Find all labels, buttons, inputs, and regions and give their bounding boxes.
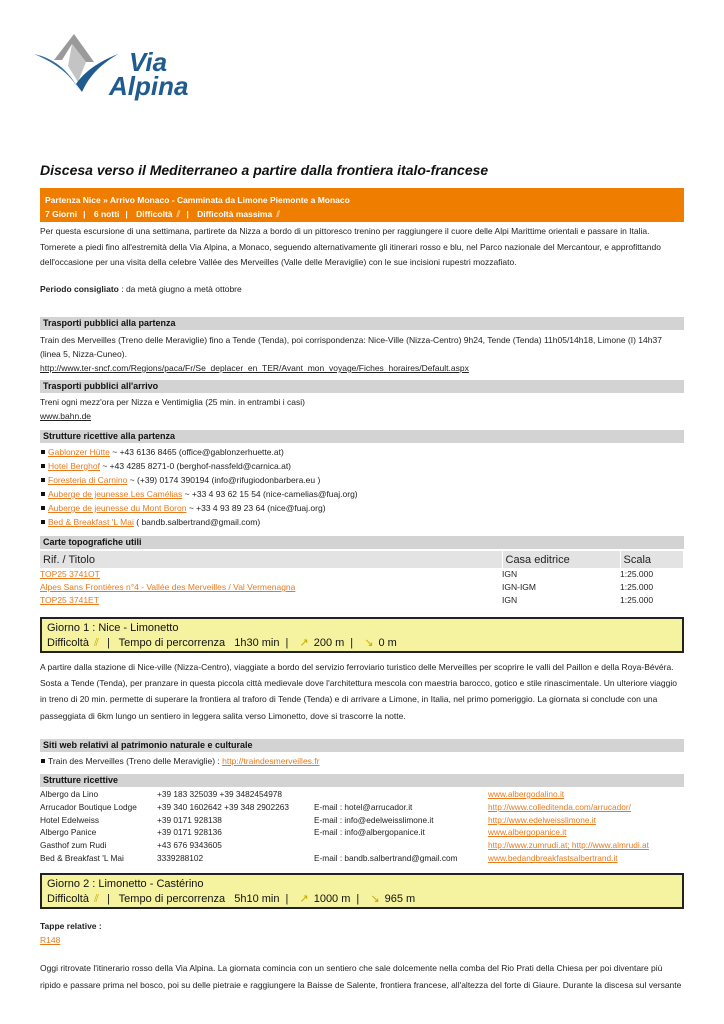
- day1-title: Giorno 1 : Nice - Limonetto: [47, 622, 179, 634]
- lodging-phone: 3339288102: [157, 852, 204, 863]
- list-item: [40, 445, 684, 459]
- page-title: Discesa verso il Mediterraneo a partire dalla frontiera italo-francese: [40, 162, 489, 178]
- table-row: [40, 826, 684, 839]
- site-text: Train des Merveilles (Treno delle Meraviglie) :: [48, 756, 223, 766]
- lodging-name: Albergo da Lino: [40, 789, 99, 799]
- lodging-info: ( bandb.salbertrand@gmail.com): [133, 517, 261, 527]
- lodging-email: E-mail : info@albergopanice.it: [314, 827, 425, 838]
- day1-lodging-section: [40, 774, 684, 865]
- lodging-info: ~ +33 4 93 89 23 64 (nice@fuaj.org): [186, 503, 326, 513]
- lodging-start-list: [40, 445, 684, 529]
- list-item: [40, 515, 684, 529]
- map-scale: 1:25.000: [620, 582, 654, 592]
- day1-time: 1h30 min: [234, 637, 280, 649]
- table-row: [40, 814, 684, 827]
- logo-wordmark: [109, 47, 189, 101]
- lodging-email: [314, 788, 488, 801]
- lodging-email: E-mail : info@edelweisslimone.it: [314, 814, 434, 825]
- transport-start-section: [40, 317, 684, 375]
- table-row: [40, 852, 684, 865]
- lodging-link[interactable]: Gablonzer Hütte: [48, 447, 110, 457]
- lodging-web-link[interactable]: www.albergopanice.it: [488, 827, 567, 838]
- via-alpina-logo: [32, 32, 189, 114]
- column-header: Scala: [620, 551, 684, 568]
- maps-heading: Carte topografiche utili: [40, 536, 684, 549]
- day2-descent: 965 m: [384, 893, 416, 905]
- transport-start-text: Train des Merveilles (Treno delle Meraviglie) fino a Tende (Tenda), poi corrispondenza: Nice-Ville (Nizza-Centro) 9h24, Tende (Tenda) 11h05/14h18, Limone (I) 14h37 (linea 5, Nizza-Cuneo).: [40, 335, 662, 359]
- lodging-name: Hotel Edelweiss: [40, 814, 100, 825]
- transport-end-section: [40, 380, 684, 423]
- sites-list: [40, 754, 684, 768]
- day2-time: 5h10 min: [234, 893, 280, 905]
- day2-title: Giorno 2 : Limonetto - Castérino: [47, 878, 204, 890]
- lodging-email: E-mail : bandb.salbertrand@gmail.com: [314, 852, 458, 863]
- lodging-link[interactable]: Auberge de jeunesse du Mont Boron: [48, 503, 187, 513]
- day2-ascent: 1000 m: [313, 893, 351, 905]
- day2-time-label: Tempo di percorrenza: [118, 893, 226, 905]
- ascent-icon: ↗: [299, 893, 309, 905]
- list-item: [40, 473, 684, 487]
- lodging-phone: +43 676 9343605: [157, 840, 222, 851]
- maps-section: [40, 536, 684, 607]
- day1-box: [40, 617, 684, 653]
- day2-stages: [40, 919, 684, 947]
- day1-lodging-heading: Strutture ricettive: [40, 774, 684, 787]
- day2-stats: Difficoltà ⫽ | Tempo di percorrenza 5h10 min | ↗ 1000 m | ↘ 965 m: [47, 893, 416, 905]
- lodging-web-link[interactable]: http://www.edelweisslimone.it: [488, 814, 596, 825]
- days-count: 7 Giorni: [45, 209, 78, 219]
- table-header-row: [40, 551, 684, 568]
- lodging-name: Arrucador Boutique Lodge: [40, 801, 137, 812]
- day1-time-label: Tempo di percorrenza: [118, 637, 226, 649]
- max-difficulty-icon: ⫽: [276, 209, 281, 219]
- lodging-phone: +39 0171 928136: [157, 827, 222, 838]
- map-ref-link[interactable]: TOP25 3741ET: [40, 595, 99, 605]
- day2-description: Oggi ritrovate l'itinerario rosso della Via Alpina. La giornata comincia con un sentiero che sale dolcemente nella comba del Rio Prati della Chiesa per poi diventare più ripido e passare prima nel bosco, poi su delle pietraie e raggiungere la Baisse de Salente, frontiera francese, all'altezza del forte di Giaure. Durante la discesa sul versante: [40, 963, 682, 990]
- site-link[interactable]: http://traindesmerveilles.fr: [222, 756, 320, 766]
- route-line: Partenza Nice » Arrivo Monaco - Camminata da Limone Piemonte a Monaco: [45, 195, 350, 205]
- day1-stats: Difficoltà ⫽ | Tempo di percorrenza 1h30 min | ↗ 200 m | ↘ 0 m: [47, 637, 397, 649]
- table-row: [40, 801, 684, 814]
- day2-difficulty-label: Difficoltà: [47, 893, 89, 905]
- map-publisher: IGN: [502, 595, 518, 605]
- recommended-period: [40, 282, 684, 298]
- lodging-name: Bed & Breakfast 'L Mai: [40, 852, 124, 863]
- max-difficulty-label: Difficoltà massima: [197, 209, 273, 219]
- day1-sites-section: [40, 739, 684, 768]
- column-header: Casa editrice: [502, 551, 620, 568]
- day1-difficulty-label: Difficoltà: [47, 637, 89, 649]
- day1-description: A partire dalla stazione di Nice-ville (Nizza-Centro), viaggiate a bordo del servizio ferroviario turistico delle Merveilles per scoprire le valli del Paillon e della Roya-Bévéra. Sosta a Tende (Tenda), per pranzare in questa piccola città medievale dove l'architettura mescola con maestria barocco, gotico e stile rinascimentale. Un ulteriore viaggio in treno di 20 min. permette di superare la frontiera al traforo di Tende (Tenda) e di arrivare a Limone, in Italia, nel primo pomeriggio. La giornata si conclude con una passeggiata di 6km lungo un sentiero in leggera salita verso Limonetto, dove si trascorre la notte.: [40, 662, 677, 721]
- lodging-web-link[interactable]: http://www.zumrudi.at; http://www.almrudi.at: [488, 840, 649, 851]
- sites-heading: Siti web relativi al patrimonio naturale e culturale: [40, 739, 684, 752]
- stages-label: Tappe relative :: [40, 921, 102, 931]
- day1-lodging-table: [40, 788, 684, 865]
- map-publisher: IGN: [502, 569, 518, 579]
- lodging-info: ~ +33 4 93 62 15 54 (nice-camelias@fuaj.org): [182, 489, 358, 499]
- period-label: Periodo consigliato: [40, 284, 119, 294]
- difficulty-icon: ⫽: [176, 209, 181, 219]
- lodging-name: Gasthof zum Rudi: [40, 840, 107, 851]
- list-item: [40, 501, 684, 515]
- lodging-info: ~ (+39) 0174 390194 (info@rifugiodonbarbera.eu ): [127, 475, 321, 485]
- lodging-start-section: [40, 430, 684, 529]
- table-row: [40, 568, 684, 581]
- stage-link[interactable]: R148: [40, 935, 61, 945]
- lodging-link[interactable]: Hotel Berghof: [48, 461, 100, 471]
- lodging-email: E-mail : hotel@arrucador.it: [314, 801, 413, 812]
- lodging-link[interactable]: Bed & Breakfast 'L Mai: [48, 517, 134, 527]
- list-item: [40, 459, 684, 473]
- lodging-link[interactable]: Auberge de jeunesse Les Camélias: [48, 489, 183, 499]
- intro-paragraph: Per questa escursione di una settimana, partirete da Nizza a bordo di un pittoresco trenino per raggiungere il cuore delle Alpi Marittime orientali e passare in Italia. Tornerete a piedi fino all'estremità della Via Alpina, a Monaco, seguendo alternativamente gli itinerari rosso e blu, nel Parco nazionale del Mercantour, e approfittando dell'occasione per una visita della celebre Vallée des Merveilles (Valle delle Meraviglie) con le sue incisioni rupestri mozzafiato.: [40, 226, 661, 267]
- table-row: [40, 594, 684, 607]
- lodging-start-heading: Strutture ricettive alla partenza: [40, 430, 684, 443]
- transport-end-text: Treni ogni mezz'ora per Nizza e Ventimiglia (25 min. in entrambi i casi): [40, 397, 305, 407]
- lodging-phone: +39 183 325039 +39 3482454978: [157, 789, 283, 799]
- lodging-name: Albergo Panice: [40, 827, 97, 838]
- descent-icon: ↘: [364, 637, 374, 649]
- day1-descent: 0 m: [378, 637, 397, 649]
- summary-box: [40, 188, 684, 222]
- map-scale: 1:25.000: [620, 569, 654, 579]
- lodging-info: ~ +43 4285 8271-0 (berghof-nassfeld@carnica.at): [99, 461, 292, 471]
- day2-box: [40, 873, 684, 909]
- map-ref-link[interactable]: TOP25 3741OT: [40, 569, 100, 579]
- table-row: [40, 839, 684, 852]
- logo-line-2: Alpina: [109, 71, 189, 101]
- lodging-email: [314, 839, 488, 852]
- logo-line-1: Via: [129, 47, 168, 77]
- lodging-phone: +39 340 1602642 +39 348 2902263: [157, 801, 289, 812]
- nights-count: 6 notti: [93, 209, 120, 219]
- lodging-link[interactable]: Foresteria di Carnino: [48, 475, 128, 485]
- maps-table: [40, 551, 684, 607]
- map-publisher: IGN-IGM: [502, 582, 536, 592]
- lodging-info: ~ +43 6136 8465 (office@gablonzerhuette.at): [109, 447, 284, 457]
- table-row: [40, 581, 684, 594]
- lodging-web-link[interactable]: www.albergodalino.it: [488, 789, 565, 799]
- map-scale: 1:25.000: [620, 595, 654, 605]
- ascent-icon: ↗: [299, 637, 309, 649]
- lodging-web-link[interactable]: http://www.colleditenda.com/arrucador/: [488, 801, 631, 812]
- period-value: : da metà giugno a metà ottobre: [118, 284, 242, 294]
- table-row: [40, 788, 684, 801]
- lodging-phone: +39 0171 928138: [157, 814, 222, 825]
- list-item: [40, 487, 684, 501]
- difficulty-icon: ⫽: [94, 893, 99, 905]
- transport-start-heading: Trasporti pubblici alla partenza: [40, 317, 684, 330]
- column-header: Rif. / Titolo: [40, 551, 502, 568]
- transport-end-heading: Trasporti pubblici all'arrivo: [40, 380, 684, 393]
- transport-end-link[interactable]: www.bahn.de: [40, 411, 92, 421]
- difficulty-label: Difficoltà: [136, 209, 173, 219]
- lodging-web-link[interactable]: www.bedandbreakfastsalbertrand.it: [488, 852, 618, 863]
- summary-stats: 7 Giorni | 6 notti | Difficoltà ⫽ | Difficoltà massima ⫽: [45, 209, 281, 219]
- map-ref-link[interactable]: Alpes Sans Frontières n°4 - Vallée des Merveilles / Val Vermenagna: [40, 582, 296, 592]
- descent-icon: ↘: [370, 893, 380, 905]
- transport-start-link[interactable]: http://www.ter-sncf.com/Regions/paca/Fr/Se_deplacer_en_TER/Avant_mon_voyage/Fiches_horaires/Default.aspx: [40, 363, 469, 373]
- day1-ascent: 200 m: [313, 637, 345, 649]
- list-item: [40, 754, 684, 768]
- difficulty-icon: ⫽: [94, 637, 99, 649]
